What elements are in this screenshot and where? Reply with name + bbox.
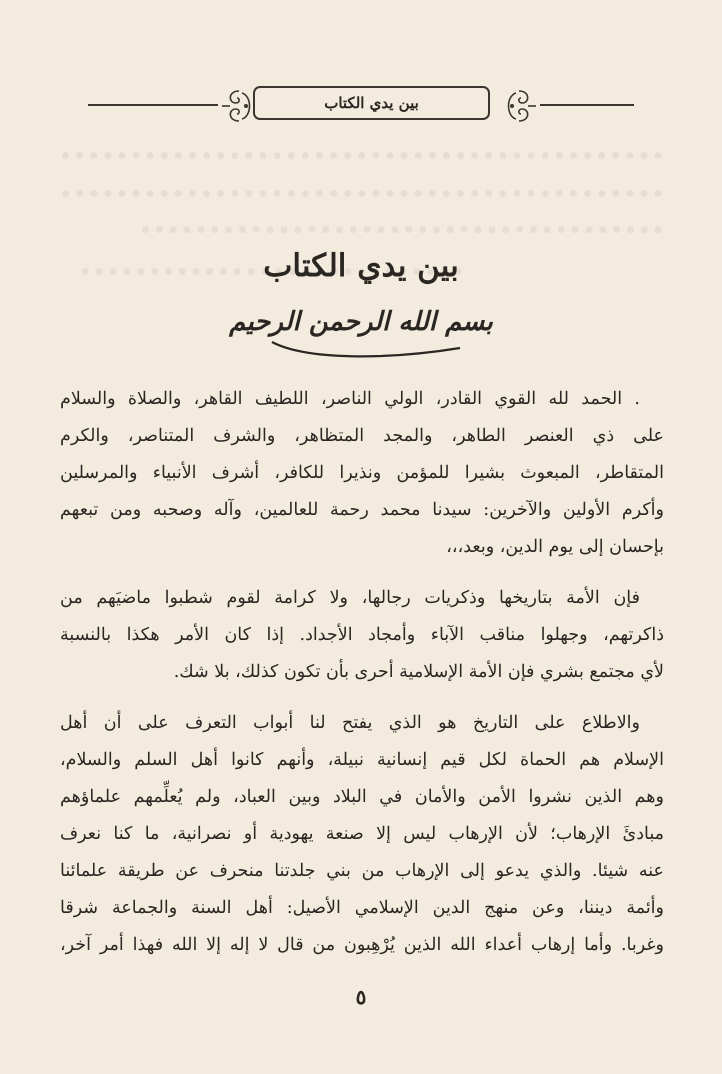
text-line: وهم الذين نشروا الأمن والأمان في البلاد وبين العباد، ولم يُعلِّمهم علماؤهم	[60, 787, 664, 807]
text-line: والاطلاع على التاريخ هو الذي يفتح لنا أبواب التعرف على أن أهل	[60, 713, 640, 733]
basmala-calligraphy: بسم الله الرحمن الرحيم	[229, 307, 493, 337]
text-line: على ذي العنصر الطاهر، والمجد المتظاهر، والشرف المتناصر، والكرم	[60, 426, 664, 446]
paragraph	[60, 381, 664, 566]
text-line: فإن الأمة بتاريخها وذكريات رجالها، ولا كرامة لقوم شطبوا ماضيَهم من	[60, 588, 640, 608]
chapter-title: بين يدي الكتاب	[263, 248, 459, 284]
bleed-through-line	[62, 152, 662, 160]
calligraphy-swash-icon	[266, 336, 466, 362]
header-title-box	[253, 86, 490, 120]
text-line: المتقاطر، المبعوث بشيرا للمؤمن ونذيرا للكافر، أشرف الأنبياء والمرسلين	[60, 463, 664, 483]
header-rule-left	[88, 104, 218, 106]
text-line: وأكرم الأولين والآخرين: سيدنا محمد رحمة للعالمين، وآله وصحبه ومن تبعهم	[60, 500, 664, 520]
paragraph	[60, 705, 664, 964]
text-line: لأي مجتمع بشري فإن الأمة الإسلامية أحرى بأن تكون كذلك، بلا شك.	[173, 662, 664, 682]
running-title: بين يدي الكتاب	[324, 94, 419, 112]
text-line: وأئمة ديننا، وعن منهج الدين الإسلامي الأصيل: أهل السنة والجماعة شرقا	[60, 898, 664, 918]
body-text	[60, 381, 664, 978]
text-line: الإسلام هم الحماة لكل قيم إنسانية نبيلة، وأنهم كانوا أهل السلم والسلام،	[60, 750, 664, 770]
ornament-right-icon	[502, 88, 536, 124]
text-line: عنه شيئا. والذي يدعو إلى الإرهاب من بني جلدتنا منحرف عن طريقة علمائنا	[60, 861, 664, 881]
text-line: مبادئَ الإرهاب؛ لأن الإرهاب ليس إلا صنعة يهودية أو نصرانية، ما كنا نعرف	[60, 824, 664, 844]
running-header	[88, 86, 634, 126]
text-line: . الحمد لله القوي القادر، الولي الناصر، اللطيف القاهر، والصلاة والسلام	[60, 389, 640, 409]
header-rule-right	[540, 104, 634, 106]
paragraph	[60, 580, 664, 691]
ornament-left-icon	[222, 88, 256, 124]
page-number: ٥	[355, 985, 367, 1009]
text-line: ذاكرتهم، وجهلوا مناقب الآباء وأمجاد الأجداد. إذا كان الأمر هكذا بالنسبة	[60, 625, 664, 645]
bleed-through-line	[62, 190, 662, 198]
bleed-through-line	[142, 226, 662, 234]
text-line: بإحسان إلى يوم الدين، وبعد،،،	[446, 537, 664, 557]
text-line: وغربا. وأما إرهاب أعداء الله الذين يُرْهِبون من قال لا إله إلا الله فهذا أمر آخر،	[60, 935, 664, 955]
